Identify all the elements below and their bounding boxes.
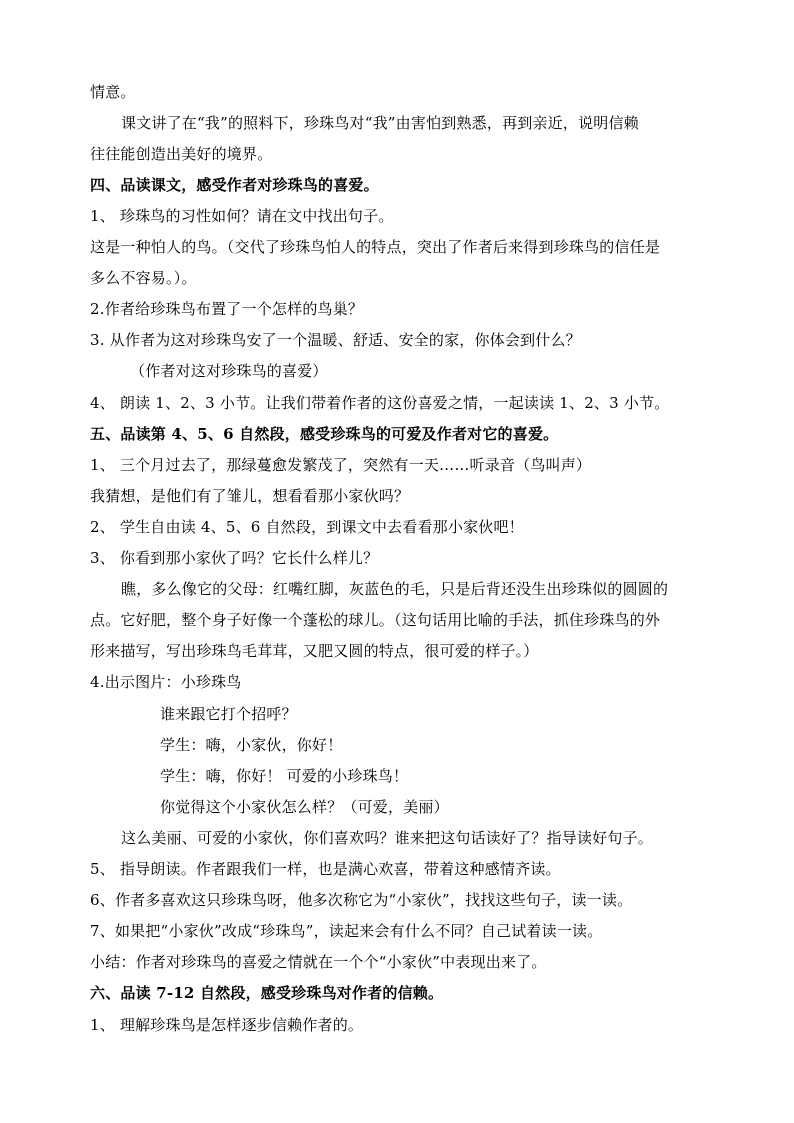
paragraph-line: 课文讲了在“我”的照料下，珍珠鸟对“我”由害怕到熟悉，再到亲近，说明信赖 [121, 114, 639, 132]
list-item: 6、作者多喜欢这只珍珠鸟呀，他多次称它为“小家伙”，找找这些句子，读一读。 [90, 891, 633, 909]
section-heading: 五、品读第 4、5、6 自然段，感受珍珠鸟的可爱及作者对它的喜爱。 [90, 425, 559, 443]
dialogue-line: 学生：嗨，你好！ 可爱的小珍珠鸟！ [160, 767, 409, 785]
list-item: 3、 你看到那小家伙了吗？它长什么样儿？ [90, 549, 379, 567]
paragraph-line: 点。它好肥，整个身子好像一个蓬松的球儿。（这句话用比喻的手法，抓住珍珠鸟的外 [90, 611, 661, 629]
dialogue-line: 你觉得这个小家伙怎么样？（可爱，美丽） [160, 798, 449, 816]
paragraph-line: 形来描写，写出珍珠鸟毛茸茸，又肥又圆的特点，很可爱的样子。） [90, 642, 539, 660]
dialogue-line: 谁来跟它打个招呼？ [160, 705, 297, 723]
paragraph-line: 瞧，多么像它的父母：红嘴红脚，灰蓝色的毛，只是后背还没生出珍珠似的圆圆的 [121, 580, 669, 598]
dialogue-line: 学生：嗨，小家伙，你好！ [160, 736, 343, 754]
list-item: 5、 指导朗读。作者跟我们一样，也是满心欢喜，带着这种感情齐读。 [90, 860, 561, 878]
section-heading: 六、品读 7-12 自然段，感受珍珠鸟对作者的信赖。 [90, 984, 444, 1002]
list-item: 1、 珍珠鸟的习性如何？请在文中找出句子。 [90, 207, 394, 225]
list-item: 1、 理解珍珠鸟是怎样逐步信赖作者的。 [90, 1016, 364, 1034]
list-item: 2、 学生自由读 4、5、6 自然段，到课文中去看看那小家伙吧！ [90, 518, 524, 536]
list-item: 4、 朗读 1、2、3 小节。让我们带着作者的这份喜爱之情，一起读读 1、2、3 小节。 [90, 394, 670, 412]
paragraph-line: 情意。 [90, 83, 136, 101]
list-item: 1、 三个月过去了，那绿蔓愈发繁茂了，突然有一天……听录音（鸟叫声） [90, 456, 592, 474]
paragraph-line: 多么不容易。）。 [90, 269, 197, 287]
paragraph-line: 往往能创造出美好的境界。 [90, 145, 273, 163]
section-heading: 四、品读课文，感受作者对珍珠鸟的喜爱。 [90, 176, 379, 194]
paragraph-line: 这么美丽、可爱的小家伙，你们喜欢吗？谁来把这句话读好了？指导读好句子。 [121, 829, 654, 847]
list-item: 4.出示图片：小珍珠鸟 [90, 673, 242, 691]
list-item: 3. 从作者为这对珍珠鸟安了一个温暖、舒适、安全的家，你体会到什么？ [90, 331, 581, 349]
paragraph-line: （作者对这对珍珠鸟的喜爱） [130, 362, 328, 380]
list-item: 2.作者给珍珠鸟布置了一个怎样的鸟巢？ [90, 300, 364, 318]
paragraph-line: 这是一种怕人的鸟。（交代了珍珠鸟怕人的特点，突出了作者后来得到珍珠鸟的信任是 [90, 238, 661, 256]
summary-line: 小结：作者对珍珠鸟的喜爱之情就在一个个“小家伙”中表现出来了。 [90, 953, 547, 971]
list-item: 7、如果把“小家伙”改成“珍珠鸟”，读起来会有什么不同？自己试着读一读。 [90, 922, 603, 940]
paragraph-line: 我猜想，是他们有了雏儿，想看看那小家伙吗？ [90, 487, 410, 505]
